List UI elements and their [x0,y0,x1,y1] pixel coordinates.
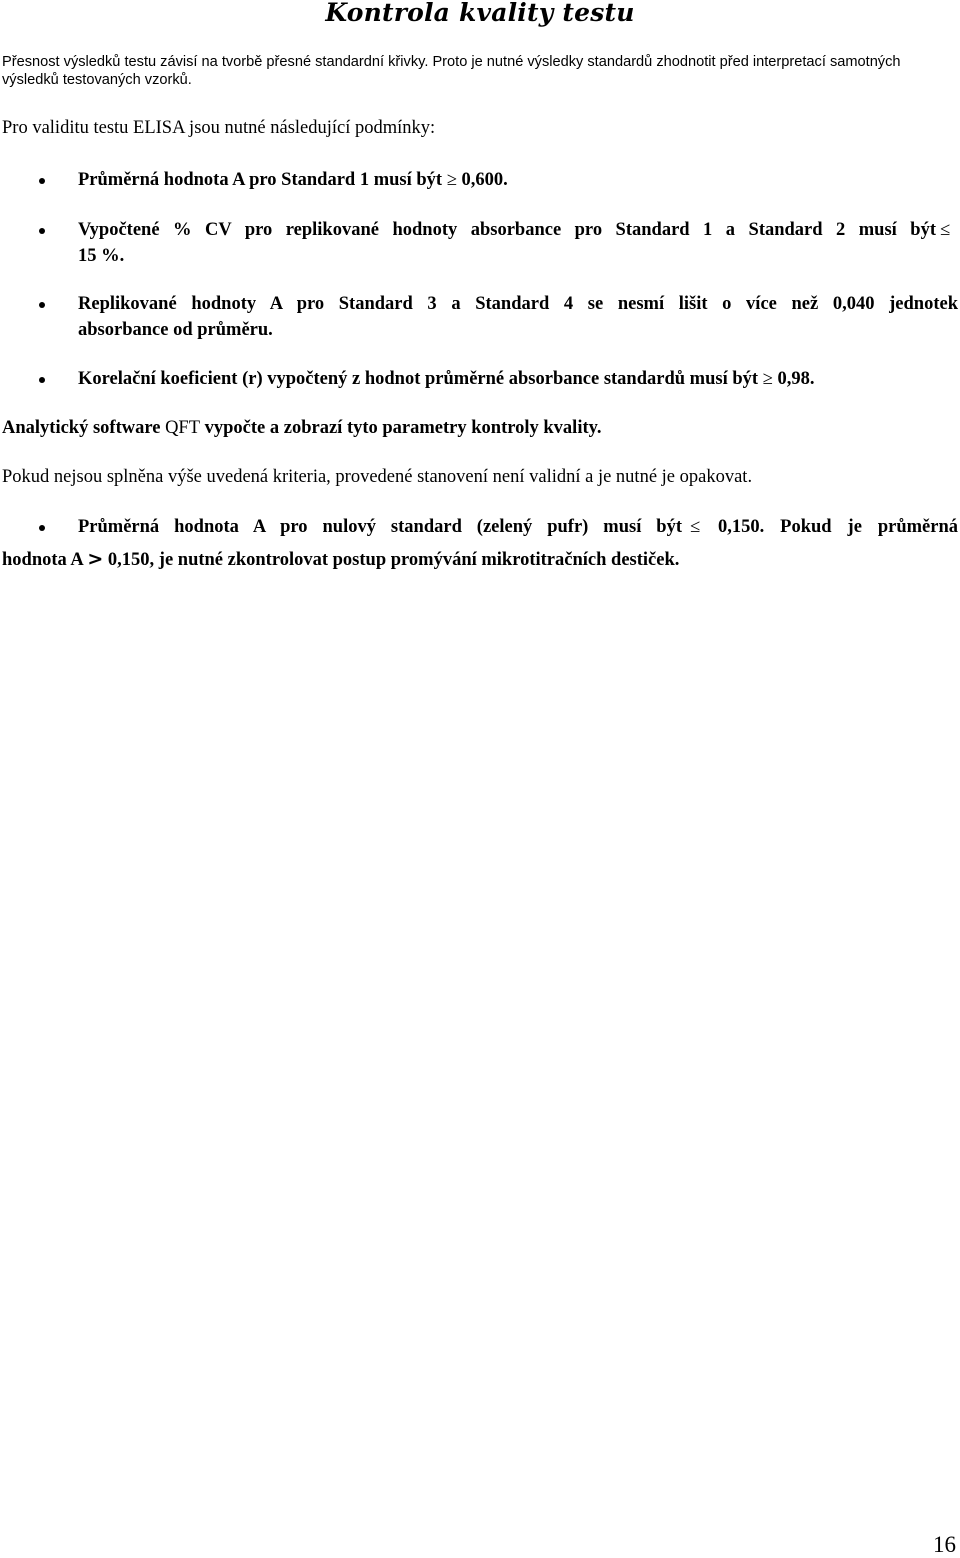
bullet-icon [39,525,45,531]
zero-standard-line-2 [2,547,679,572]
greater-or-equal-symbol: ≥ [762,369,773,389]
condition-item [0,292,958,344]
zero-standard-text-end [718,515,958,539]
condition-text [78,168,958,192]
condition-item [0,218,958,270]
condition-line-1-text: Vypočtené % CV pro replikované hodnoty absorbance pro Standard 1 a Standard 2 musí být [78,220,936,240]
page-number: 16 [933,1532,956,1557]
condition-text-start: Průměrná hodnota A pro Standard 1 musí být [78,170,447,190]
software-line-start: Analytický software [2,418,166,438]
bullet-icon [39,302,45,308]
page-title: Kontrola kvality testu [325,0,635,27]
bullet-icon [39,228,45,234]
greater-or-equal-symbol: ≥ [446,170,457,190]
condition-line-1 [78,218,936,242]
software-line [2,416,601,440]
bullet-icon [39,377,45,383]
zero-standard-text-start-content: Průměrná hodnota A pro nulový standard (zelený pufr) musí být [78,517,682,537]
zero-standard-line-2-start: hodnota A [2,550,88,570]
condition-item [0,367,958,393]
software-name: QFT [165,418,201,438]
zero-standard-text-start [78,515,682,539]
condition-text [78,367,958,391]
zero-standard-line-2-end: 0,150, je nutné zkontrolovat postup promývání mikrotitračních destiček. [103,550,680,570]
conditions-intro: Pro validitu testu ELISA jsou nutné následující podmínky: [2,118,436,138]
condition-line-2: absorbance od průměru. [78,320,273,340]
less-or-equal-symbol: ≤ [940,220,951,240]
intro-paragraph-line-2: výsledků testovaných vzorků. [2,72,192,88]
greater-than-symbol: > [87,548,104,570]
condition-line-1 [78,292,958,316]
intro-paragraph-line-1: Přesnost výsledků testu závisí na tvorbě přesné standardní křivky. Proto je nutné výsledky standardů zhodnotit před interpretací samotných [2,54,901,70]
invalid-result-line: Pokud nejsou splněna výše uvedená kriteria, provedené stanovení není validní a je nutné je opakovat. [2,467,753,487]
condition-text-start: Korelační koeficient (r) vypočtený z hodnot průměrné absorbance standardů musí být [78,369,763,389]
zero-standard-text-end-content: 0,150. Pokud je průměrná [718,517,958,537]
less-or-equal-symbol: ≤ [690,517,701,537]
condition-text-end: 0,98. [772,369,815,389]
software-line-end: vypočte a zobrazí tyto parametry kontroly kvality. [200,418,602,438]
bullet-icon [39,178,45,184]
condition-text-end: 0,600. [456,170,508,190]
condition-item [0,168,958,194]
condition-line-1-text: Replikované hodnoty A pro Standard 3 a Standard 4 se nesmí lišit o více než 0,040 jednotek [78,294,958,314]
condition-line-2: 15 %. [78,246,125,266]
